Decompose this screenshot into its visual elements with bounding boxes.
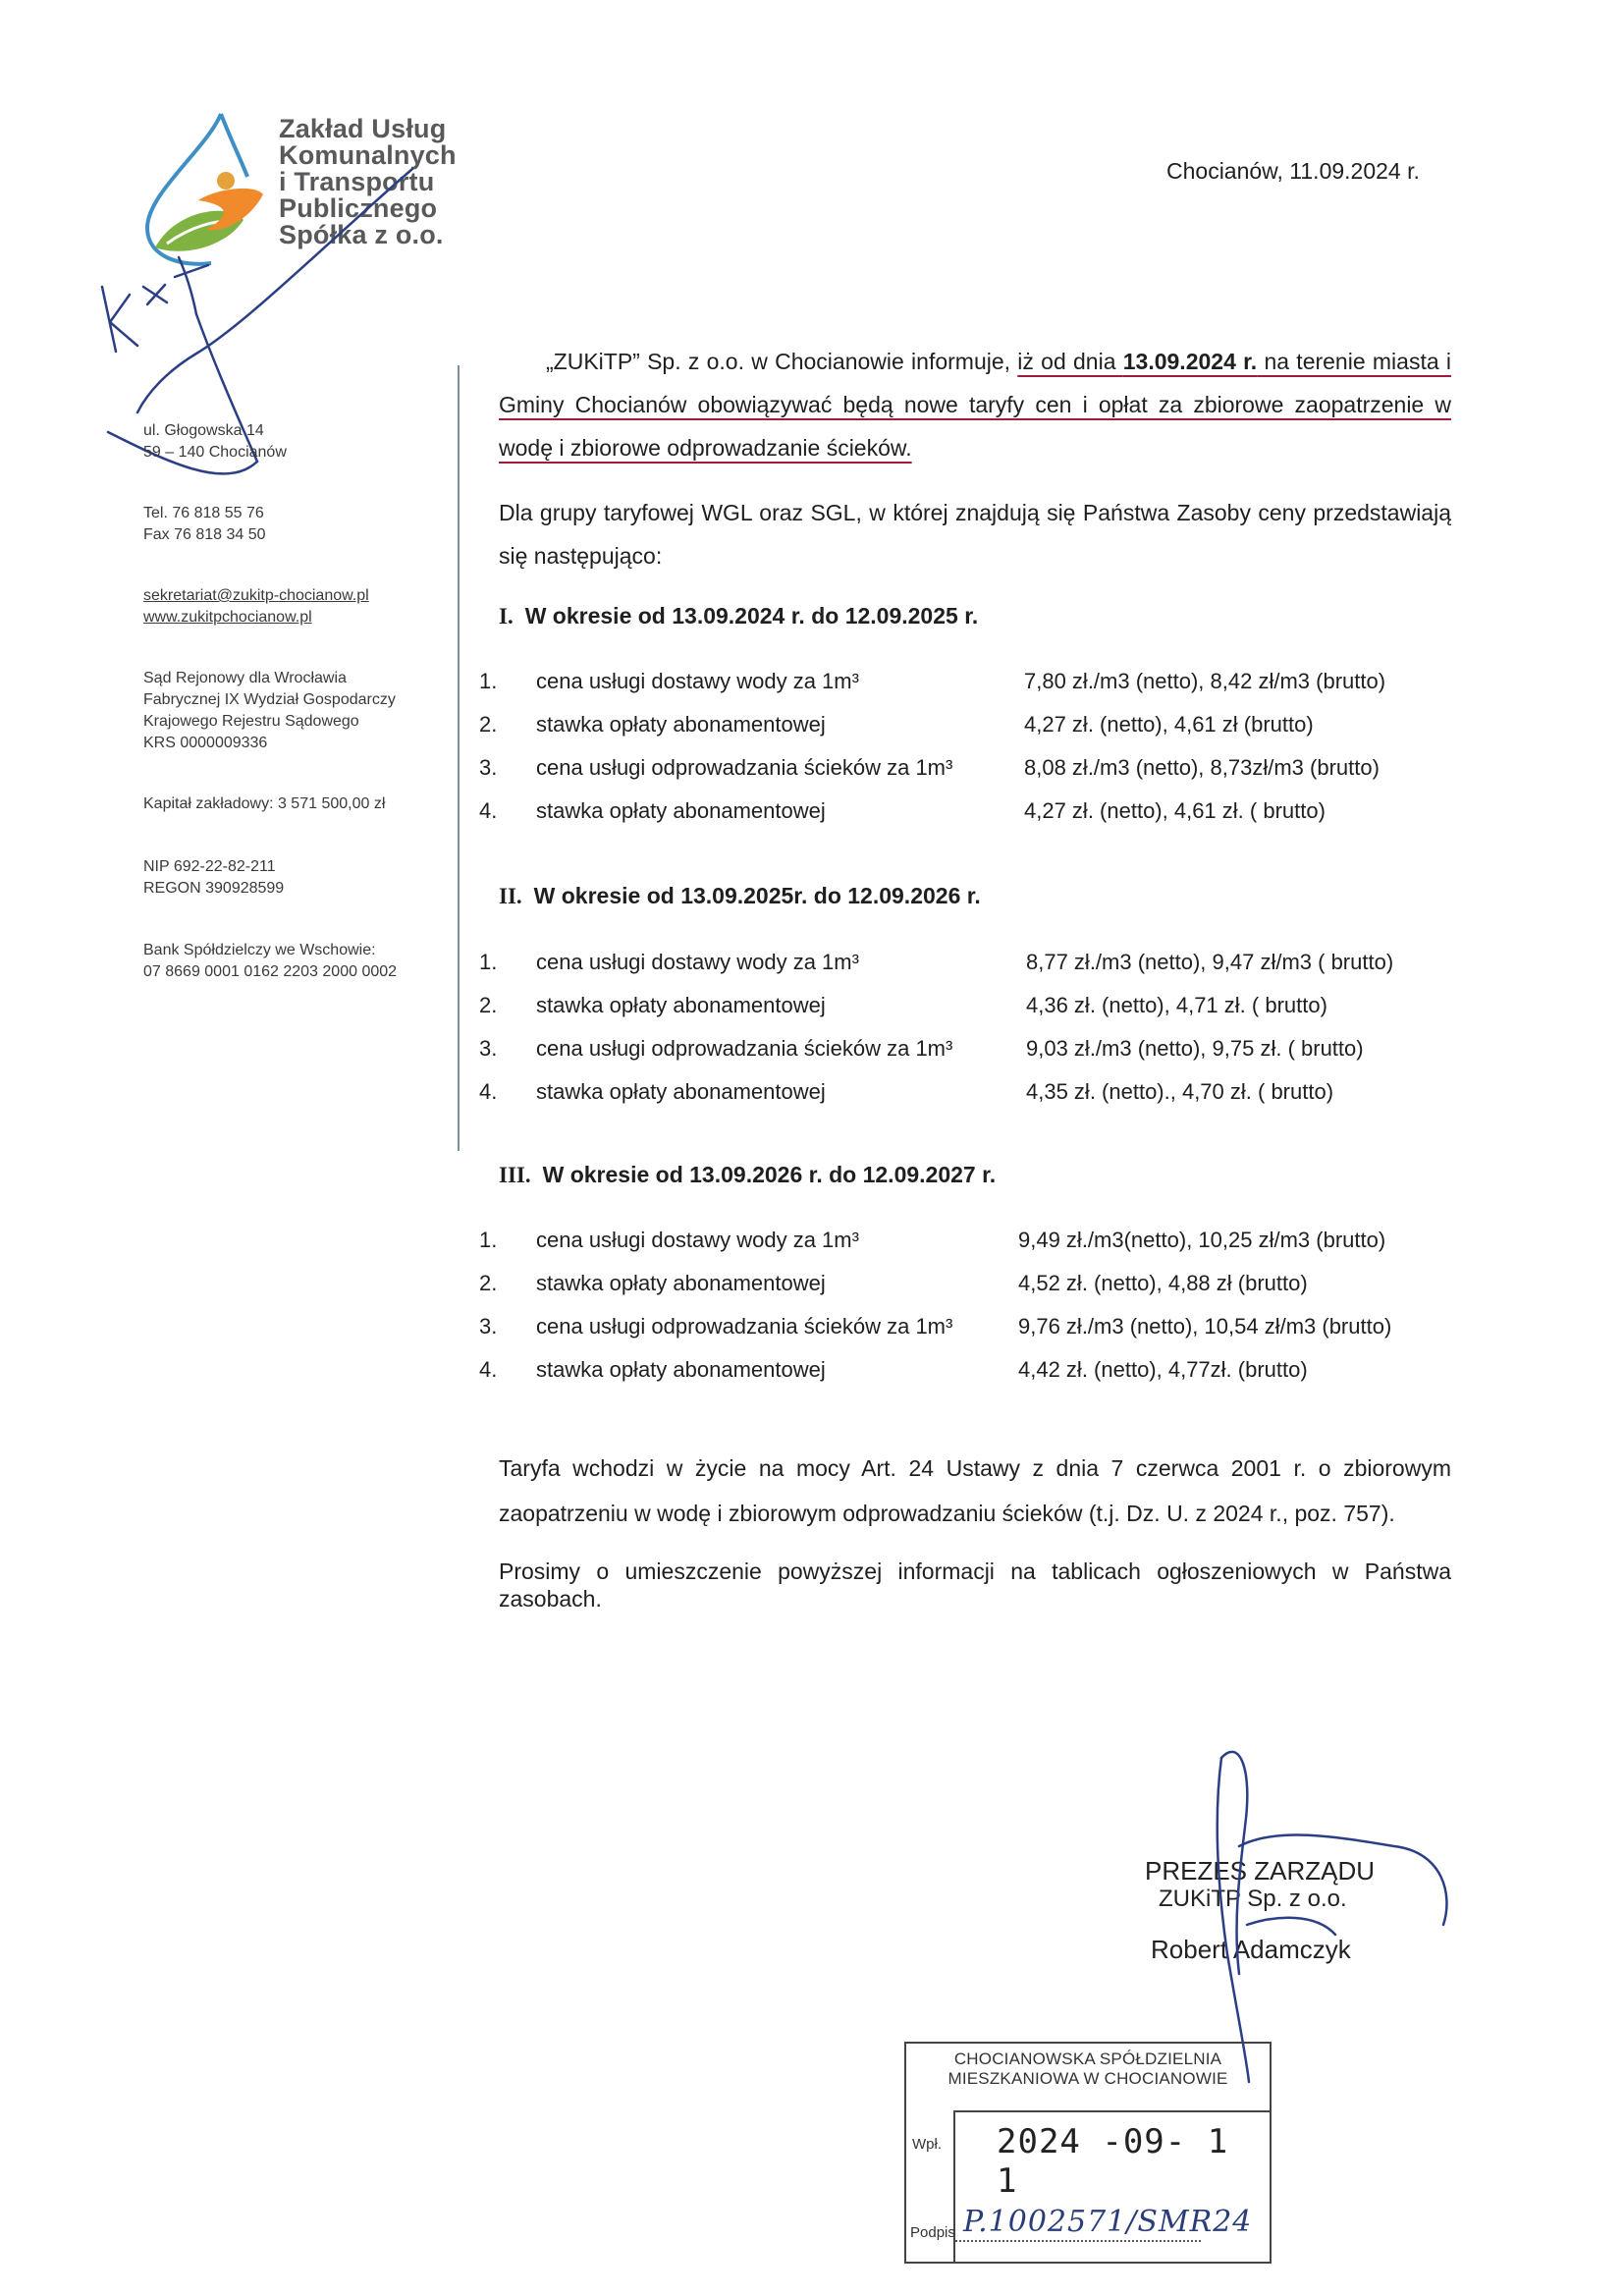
tariff-row [479,1070,1471,1114]
tariff-row [479,1219,1471,1262]
row-label: cena usługi odprowadzania ścieków za 1m³ [536,755,953,780]
row-label: stawka opłaty abonamentowej [536,993,826,1017]
effective-date: 13.09.2024 r. [1122,349,1258,374]
company-name [279,116,457,248]
tariff-row [479,1348,1471,1392]
document-date: Chocianów, 11.09.2024 r. [1166,158,1420,184]
row-value: 9,49 zł./m3(netto), 10,25 zł/m3 (brutto) [1018,1228,1386,1252]
tariff-row [479,790,1471,833]
tariff-group-text: Dla grupy taryfowej WGL oraz SGL, w której znajdują się Państwa Zasoby ceny przedstawiają się następująco: [499,500,1451,569]
row-value: 8,77 zł./m3 (netto), 9,47 zł/m3 ( brutto) [1026,950,1394,974]
row-number: 1. [479,1228,498,1252]
krs-line: KRS 0000009336 [143,735,268,751]
fax-line: Fax 76 818 34 50 [143,526,266,543]
legal-basis-text: Taryfa wchodzi w życie na mocy Art. 24 Ustawy z dnia 7 czerwca 2001 r. o zbiorowym zaopatrzeniu w wodę i zbiorowym odprowadzaniu ścieków (t.j. Dz. U. z 2024 r., poz. 757). [499,1455,1451,1526]
tariff-row [479,703,1471,746]
company-name-line: Spółka z o.o. [279,220,444,249]
section-period: W okresie od 13.09.2026 r. do 12.09.2027 r. [542,1162,997,1187]
tariff-row [479,1305,1471,1348]
nip-line: NIP 692-22-82-211 [143,858,276,875]
signature-title: PREZES ZARZĄDU [1145,1856,1376,1886]
stamp-line: MIESZKANIOWA W CHOCIANOWIE [947,2069,1228,2088]
intro-text: na terenie miasta i Gminy Chocianów obowiązywać będą nowe taryfy cen i opłat za zbiorowe zaopatrzenie w wodę i zbiorowe odprowadzanie ścieków. [499,349,1451,461]
intro-text: „ZUKiTP” Sp. z o.o. w Chocianowie informuje, [546,349,1018,374]
row-number: 4. [479,1357,498,1382]
row-label: cena usługi dostawy wody za 1m³ [536,669,859,693]
row-value: 4,27 zł. (netto), 4,61 zł. ( brutto) [1024,798,1326,823]
court-line: Krajowego Rejestru Sądowego [143,713,359,730]
row-value: 4,42 zł. (netto), 4,77zł. (brutto) [1018,1357,1308,1382]
tax-ids [143,856,284,900]
stamp-received-label: Wpł. [912,2136,942,2153]
tariff-row [479,660,1471,703]
row-number: 2. [479,993,498,1017]
section-period: W okresie od 13.09.2024 r. do 12.09.2025 r. [524,603,979,629]
row-label: cena usługi odprowadzania ścieków za 1m³ [536,1314,953,1339]
row-label: cena usługi dostawy wody za 1m³ [536,1228,859,1252]
company-name-line: Publicznego [279,193,438,223]
intro-paragraph [499,340,1451,469]
company-web [143,585,369,629]
bank-info [143,940,397,983]
court-line: Fabrycznej IX Wydział Gospodarczy [143,691,396,708]
tariff-row [479,941,1471,984]
row-value: 4,52 zł. (netto), 4,88 zł (brutto) [1018,1271,1308,1295]
request-paragraph [499,1558,1451,1613]
row-number: 3. [479,755,498,780]
row-value: 9,03 zł./m3 (netto), 9,75 zł. ( brutto) [1026,1036,1364,1061]
stamp-received-date: 2024 -09- 1 1 [997,2122,1229,2201]
section-period: W okresie od 13.09.2025r. do 12.09.2026 r. [533,883,981,908]
tariff-group-paragraph [499,491,1451,577]
row-number: 2. [479,1271,498,1295]
phone-line: Tel. 76 818 55 76 [143,505,264,521]
legal-basis-paragraph [499,1446,1451,1536]
row-label: cena usługi odprowadzania ścieków za 1m³ [536,1036,953,1061]
company-phone [143,503,266,546]
signatory-name: Robert Adamczyk [1151,1935,1351,1964]
company-name-line: Komunalnych [279,140,457,170]
row-value: 4,27 zł. (netto), 4,61 zł (brutto) [1024,712,1314,737]
tariff-row [479,746,1471,790]
row-label: cena usługi dostawy wody za 1m³ [536,950,859,974]
row-number: 4. [479,1079,498,1104]
stamp-line: CHOCIANOWSKA SPÓŁDZIELNIA [953,2050,1222,2068]
court-line: Sąd Rejonowy dla Wrocławia [143,670,347,686]
row-value: 4,36 zł. (netto), 4,71 zł. ( brutto) [1026,993,1327,1017]
signature-company: ZUKiTP Sp. z o.o. [1159,1886,1347,1912]
stamp-signature-line [955,2240,1201,2242]
sidebar-divider [458,365,460,1151]
row-label: stawka opłaty abonamentowej [536,798,826,823]
regon-line: REGON 390928599 [143,880,285,897]
intro-text: iż od dnia [1017,349,1123,374]
row-number: 1. [479,950,498,974]
row-value: 7,80 zł./m3 (netto), 8,42 zł/m3 (brutto) [1024,669,1386,693]
row-value: 9,76 zł./m3 (netto), 10,54 zł/m3 (brutto) [1018,1314,1392,1339]
row-number: 2. [479,712,498,737]
website-link[interactable]: www.zukitpchocianow.pl [143,609,312,626]
address-line: ul. Głogowska 14 [143,422,264,439]
bank-account: 07 8669 0001 0162 2203 2000 0002 [143,963,398,980]
bank-name: Bank Spółdzielczy we Wschowie: [143,942,376,958]
row-number: 3. [479,1314,498,1339]
email-link[interactable]: sekretariat@zukitp-chocianow.pl [143,587,369,604]
row-number: 4. [479,798,498,823]
company-name-line: Zakład Usług [279,114,447,143]
tariff-row [479,1262,1471,1305]
section-title [499,1162,996,1188]
row-value: 4,35 zł. (netto)., 4,70 zł. ( brutto) [1026,1079,1334,1104]
tariff-row [479,984,1471,1027]
row-label: stawka opłaty abonamentowej [536,1271,826,1295]
row-value: 8,08 zł./m3 (netto), 8,73zł/m3 (brutto) [1024,755,1380,780]
stamp-signature-label: Podpis [910,2224,955,2241]
company-address [143,420,287,464]
person-head-icon [217,172,235,190]
section-number: II. [499,884,522,908]
section-title [499,883,981,909]
stamp-header [906,2050,1270,2089]
row-number: 3. [479,1036,498,1061]
section-title [499,603,978,629]
row-number: 1. [479,669,498,693]
request-text: Prosimy o umieszczenie powyższej informacji na tablicach ogłoszeniowych w Państwa zasobach. [499,1558,1451,1612]
court-registration [143,668,396,754]
company-name-line: i Transportu [279,167,435,196]
section-number: III. [499,1163,531,1187]
section-number: I. [499,604,514,629]
receipt-stamp [904,2042,1272,2264]
stamp-handwritten-reference: P.1002571/SMR24 [963,2205,1253,2239]
tariff-row [479,1027,1471,1070]
row-label: stawka opłaty abonamentowej [536,712,826,737]
share-capital: Kapitał zakładowy: 3 571 500,00 zł [143,795,386,812]
row-label: stawka opłaty abonamentowej [536,1357,826,1382]
row-label: stawka opłaty abonamentowej [536,1079,826,1104]
address-line: 59 – 140 Chocianów [143,444,287,461]
